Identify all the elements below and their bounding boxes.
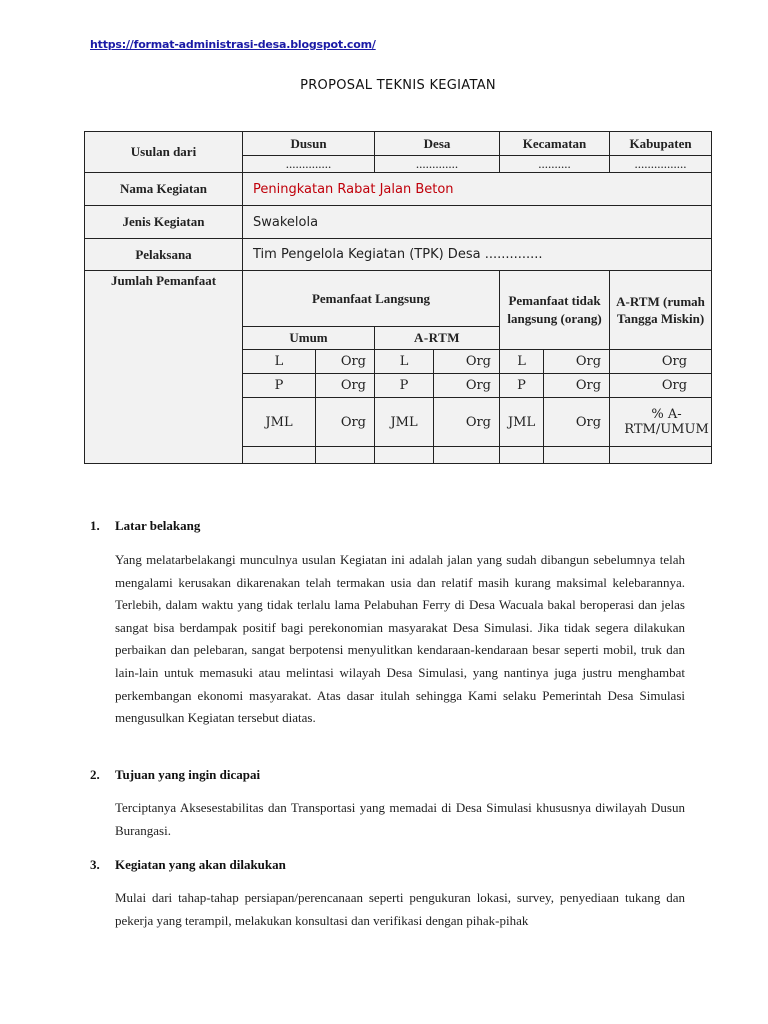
pelaksana-label: Pelaksana bbox=[85, 239, 243, 271]
pemanfaat-tidak-langsung-header: Pemanfaat tidak langsung (orang) bbox=[500, 271, 610, 350]
kabupaten-value: ................ bbox=[610, 156, 712, 173]
kecamatan-value: .......... bbox=[500, 156, 610, 173]
kecamatan-header: Kecamatan bbox=[500, 132, 610, 156]
section-3-heading: Kegiatan yang akan dilakukan bbox=[115, 857, 286, 872]
proposal-table bbox=[84, 131, 712, 464]
section-1-heading: Latar belakang bbox=[115, 518, 201, 533]
document-title: PROPOSAL TEKNIS KEGIATAN bbox=[300, 78, 496, 93]
dusun-value: .............. bbox=[243, 156, 375, 173]
section-1-body: Yang melatarbelakangi munculnya usulan Kegiatan ini adalah jalan yang sudah dibangun sebelumnya telah mengalami kerusakan dikarenakan telah termakan usia dan relatif masih kurang maksimal kelebarannya. Terlebih, dalam waktu yang tidak terlalu lama Pelabuhan Ferry di Desa Wacuala bakal beroperasi dan jelas sangat bisa berdampak positif bagi perekonomian masyarakat Desa Simulasi. Jika tidak segera dilakukan perbaikan dan pelebaran, sangat berpotensi menyulitkan kendaraan-kendaraan besar seperti mobil, truk dan lain-lain untuk memasuki atau melintasi wilayah Desa Simulasi, yang nantinya juga justru menghambat perkembangan ekonomi masyarakat. Atas dasar itulah sehingga Kami selaku Pemerintah Desa Simulasi mengusulkan Kegiatan tersebut diatas. bbox=[115, 552, 685, 726]
umum-count-cell: Org bbox=[316, 350, 375, 374]
artm-header: A-RTM bbox=[375, 327, 500, 350]
umum-total-label-cell: JML bbox=[243, 398, 316, 447]
source-url-link[interactable]: https://format-administrasi-desa.blogspot.com/ bbox=[90, 38, 376, 51]
umum-gender-cell: L bbox=[243, 350, 316, 374]
empty-cell bbox=[434, 447, 500, 464]
desa-header: Desa bbox=[375, 132, 500, 156]
artm-percent-cell: % A-RTM/UMUM bbox=[610, 398, 712, 447]
artm-total-label-cell: JML bbox=[375, 398, 434, 447]
umum-gender-cell: P bbox=[243, 374, 316, 398]
section-2-heading: Tujuan yang ingin dicapai bbox=[115, 767, 261, 782]
usulan-dari-label: Usulan dari bbox=[85, 132, 243, 173]
pemanfaat-langsung-header: Pemanfaat Langsung bbox=[243, 271, 500, 327]
nama-kegiatan-label: Nama Kegiatan bbox=[85, 173, 243, 206]
empty-cell bbox=[500, 447, 544, 464]
artm-count-cell: Org bbox=[434, 374, 500, 398]
empty-cell bbox=[243, 447, 316, 464]
artm-miskin-count-cell: Org bbox=[610, 350, 712, 374]
desa-value: ............. bbox=[375, 156, 500, 173]
empty-cell bbox=[544, 447, 610, 464]
section-2-number: 2. bbox=[90, 767, 100, 782]
section-1-number: 1. bbox=[90, 518, 100, 533]
section-3-number: 3. bbox=[90, 857, 100, 872]
artm-total-cell: Org bbox=[434, 398, 500, 447]
section-3-body: Mulai dari tahap-tahap persiapan/perencanaan seperti pengukuran lokasi, survey, penyediaan tukang dan pekerja yang terampil, melakukan konsultasi dan verifikasi dengan pihak-pihak bbox=[115, 890, 685, 928]
tidak-langsung-gender-cell: L bbox=[500, 350, 544, 374]
artm-miskin-header: A-RTM (rumah Tangga Miskin) bbox=[610, 271, 712, 350]
artm-count-cell: Org bbox=[434, 350, 500, 374]
empty-cell bbox=[375, 447, 434, 464]
jenis-kegiatan-label: Jenis Kegiatan bbox=[85, 206, 243, 239]
tidak-langsung-total-cell: Org bbox=[544, 398, 610, 447]
jumlah-pemanfaat-label: Jumlah Pemanfaat bbox=[85, 271, 243, 464]
umum-count-cell: Org bbox=[316, 374, 375, 398]
tidak-langsung-count-cell: Org bbox=[544, 374, 610, 398]
kabupaten-header: Kabupaten bbox=[610, 132, 712, 156]
empty-cell bbox=[610, 447, 712, 464]
umum-header: Umum bbox=[243, 327, 375, 350]
dusun-header: Dusun bbox=[243, 132, 375, 156]
tidak-langsung-total-label-cell: JML bbox=[500, 398, 544, 447]
artm-gender-cell: P bbox=[375, 374, 434, 398]
empty-cell bbox=[316, 447, 375, 464]
tidak-langsung-count-cell: Org bbox=[544, 350, 610, 374]
nama-kegiatan-value: Peningkatan Rabat Jalan Beton bbox=[243, 173, 712, 206]
section-2-body: Terciptanya Aksesestabilitas dan Transportasi yang memadai di Desa Simulasi khususnya diwilayah Dusun Burangasi. bbox=[115, 800, 685, 838]
tidak-langsung-gender-cell: P bbox=[500, 374, 544, 398]
umum-total-cell: Org bbox=[316, 398, 375, 447]
artm-gender-cell: L bbox=[375, 350, 434, 374]
pelaksana-value: Tim Pengelola Kegiatan (TPK) Desa .............. bbox=[243, 239, 712, 271]
jenis-kegiatan-value: Swakelola bbox=[243, 206, 712, 239]
artm-miskin-count-cell: Org bbox=[610, 374, 712, 398]
